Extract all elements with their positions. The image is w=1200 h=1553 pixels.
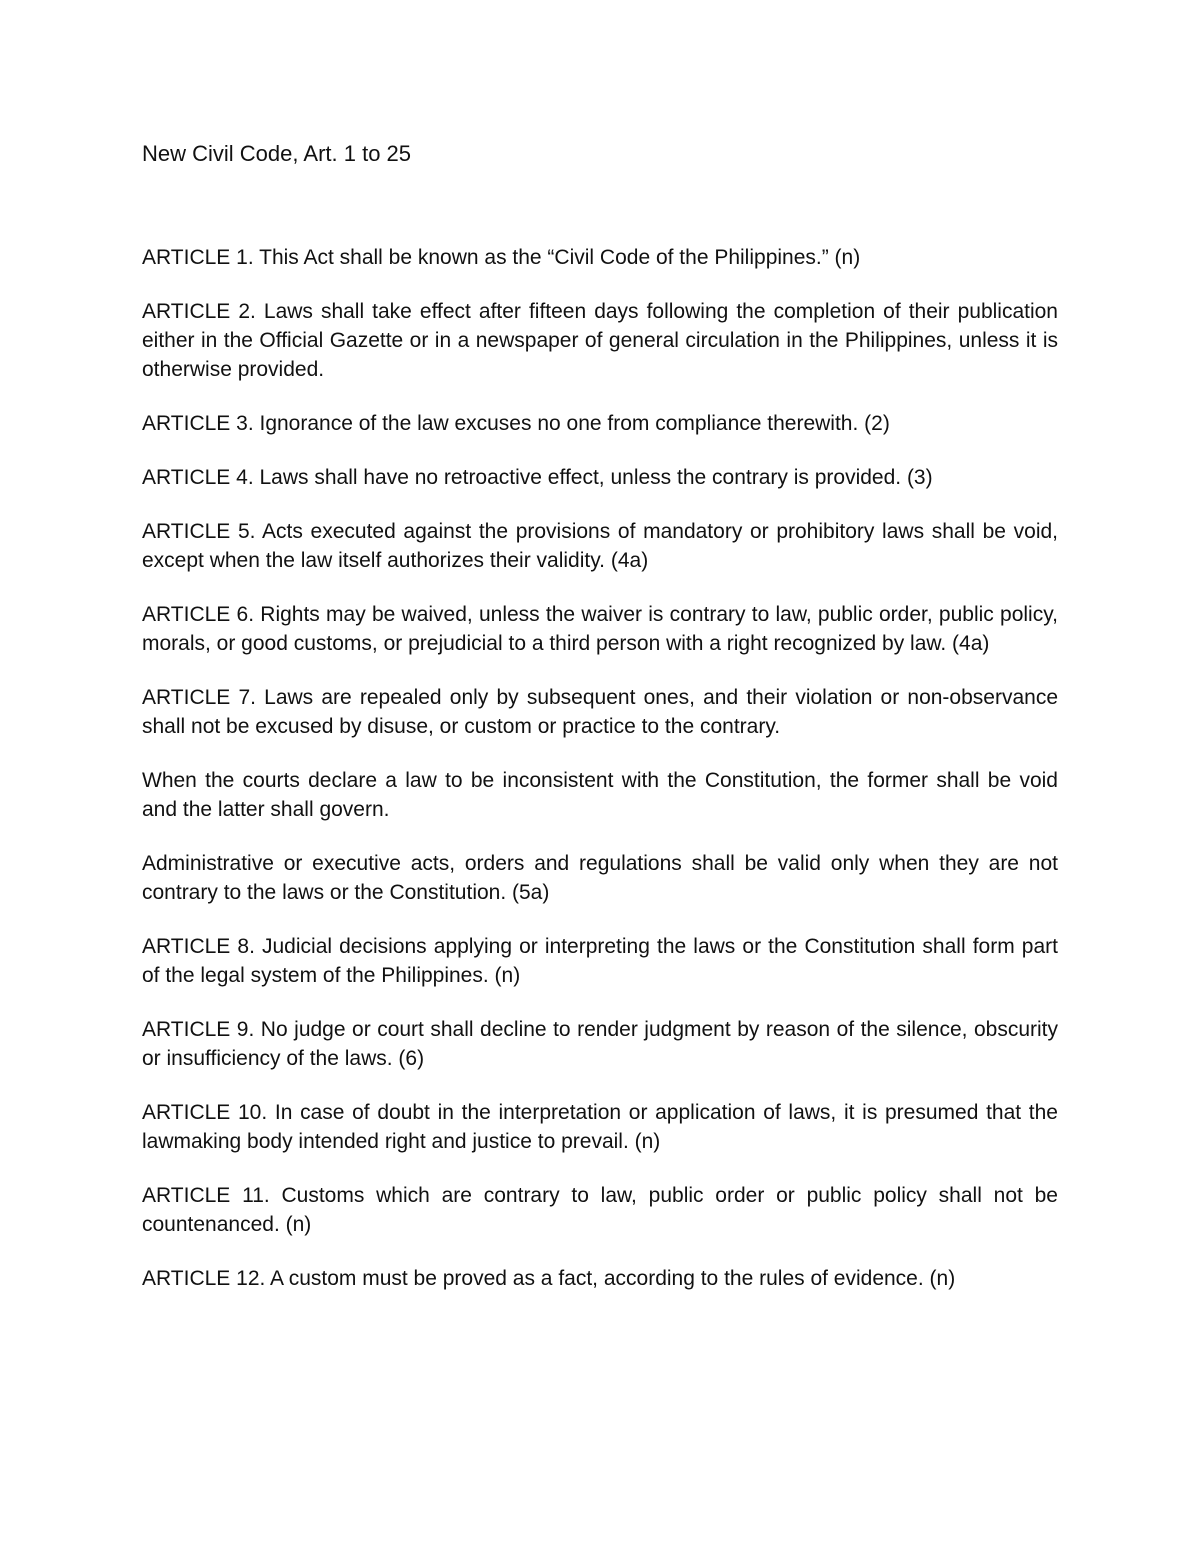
document-page — [142, 140, 1058, 1318]
article-4-paragraph: ARTICLE 4. Laws shall have no retroactive effect, unless the contrary is provided. (3) — [142, 466, 933, 489]
article-6-paragraph: ARTICLE 6. Rights may be waived, unless the waiver is contrary to law, public order, public policy, morals, or good customs, or prejudicial to a third person with a right recognized by law. (4a) — [142, 603, 1058, 655]
article-7-administrative-paragraph: Administrative or executive acts, orders and regulations shall be valid only when they are not contrary to the laws or the Constitution. (5a) — [142, 852, 1058, 904]
article-11-paragraph: ARTICLE 11. Customs which are contrary to law, public order or public policy shall not be countenanced. (n) — [142, 1184, 1058, 1236]
article-12-paragraph: ARTICLE 12. A custom must be proved as a fact, according to the rules of evidence. (n) — [142, 1267, 956, 1290]
document-title: New Civil Code, Art. 1 to 25 — [142, 141, 412, 166]
article-8-paragraph: ARTICLE 8. Judicial decisions applying or interpreting the laws or the Constitution shall form part of the legal system of the Philippines. (n) — [142, 935, 1058, 987]
article-7-paragraph: ARTICLE 7. Laws are repealed only by subsequent ones, and their violation or non-observance shall not be excused by disuse, or custom or practice to the contrary. — [142, 686, 1058, 738]
article-9-paragraph: ARTICLE 9. No judge or court shall decline to render judgment by reason of the silence, obscurity or insufficiency of the laws. (6) — [142, 1018, 1058, 1070]
article-2-paragraph: ARTICLE 2. Laws shall take effect after fifteen days following the completion of their publication either in the Official Gazette or in a newspaper of general circulation in the Philippines, unless it is otherwise provided. — [142, 300, 1058, 381]
article-10-paragraph: ARTICLE 10. In case of doubt in the interpretation or application of laws, it is presumed that the lawmaking body intended right and justice to prevail. (n) — [142, 1101, 1058, 1153]
article-3-paragraph: ARTICLE 3. Ignorance of the law excuses no one from compliance therewith. (2) — [142, 412, 890, 435]
article-5-paragraph: ARTICLE 5. Acts executed against the provisions of mandatory or prohibitory laws shall be void, except when the law itself authorizes their validity. (4a) — [142, 520, 1058, 572]
article-1-paragraph: ARTICLE 1. This Act shall be known as the “Civil Code of the Philippines.” (n) — [142, 246, 861, 269]
article-7-courts-paragraph: When the courts declare a law to be inconsistent with the Constitution, the former shall be void and the latter shall govern. — [142, 769, 1058, 821]
